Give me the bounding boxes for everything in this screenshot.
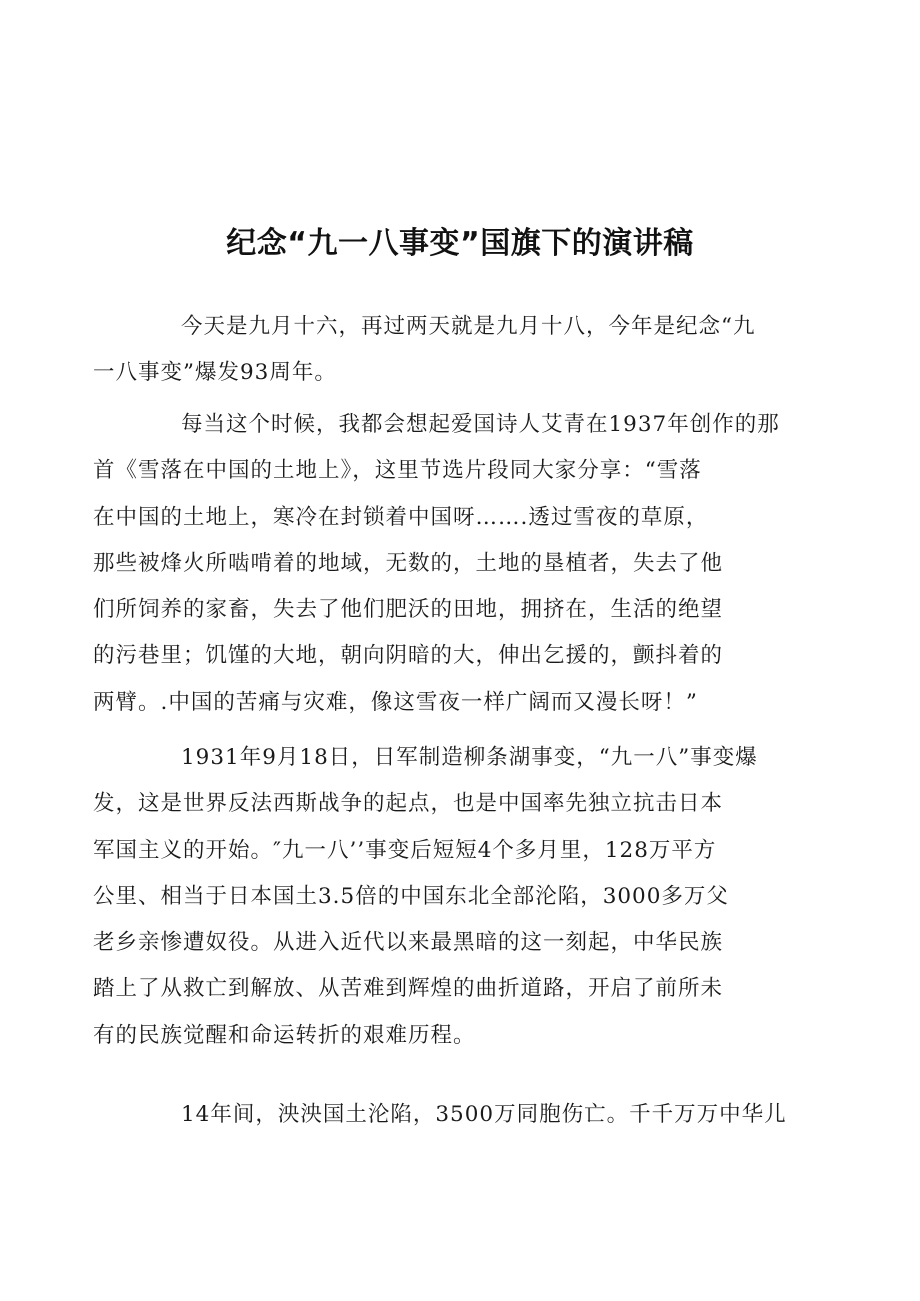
paragraph-line: 们所饲养的家畜，失去了他们肥沃的田地，拥挤在，生活的绝望 <box>93 597 724 623</box>
paragraph-line: 老乡亲惨遭奴役。从进入近代以来最黑暗的这一刻起，中华民族 <box>93 930 724 956</box>
paragraph-line: 14年间，泱泱国土沦陷，3500万同胞伤亡。千千万万中华儿 <box>181 1102 787 1127</box>
paragraph-line: 军国主义的开始。″九一八’’事变后短短4个多月里，128万平方 <box>93 837 717 863</box>
paragraph-2 <box>93 402 785 726</box>
paragraph-4 <box>137 1092 785 1138</box>
paragraph-line: 踏上了从救亡到解放、从苦难到辉煌的曲折道路，开启了前所未 <box>93 976 724 1002</box>
paragraph-line: 发，这是世界反法西斯战争的起点，也是中国率先独立抗击日本 <box>93 791 724 817</box>
paragraph-line: 每当这个时候，我都会想起爱国诗人艾青在1937年创作的那 <box>181 412 780 437</box>
document-title: 纪念“九一八事变”国旗下的演讲稿 <box>226 226 694 261</box>
paragraph-line: 公里、相当于日本国土3.5倍的中国东北全部沦陷，3000多万父 <box>93 883 729 909</box>
paragraph-line: 那些被烽火所啮啃着的地域，无数的，土地的垦植者，失去了他 <box>93 550 724 576</box>
paragraph-1 <box>93 304 785 397</box>
paragraph-line: 两臂。.中国的苦痛与灾难，像这雪夜一样广阔而又漫长呀！” <box>93 689 698 715</box>
paragraph-line: 有的民族觉醒和命运转折的艰难历程。 <box>93 1022 476 1048</box>
paragraph-line: 1931年9月18日，日军制造柳条湖事变，“九一八”事变爆 <box>181 745 758 770</box>
paragraph-line: 的污巷里；饥馑的大地，朝向阴暗的大，伸出乞援的，颤抖着的 <box>93 643 724 669</box>
paragraph-3 <box>93 735 785 1059</box>
paragraph-line: 在中国的土地上，寒冷在封锁着中国呀…….透过雪夜的草原， <box>93 504 709 530</box>
paragraph-line: 首《雪落在中国的土地上》，这里节选片段同大家分享：“雪落 <box>93 458 702 484</box>
paragraph-line: 一八事变”爆发93周年。 <box>93 360 337 386</box>
paragraph-line: 今天是九月十六，再过两天就是九月十八，今年是纪念“九 <box>181 314 756 339</box>
